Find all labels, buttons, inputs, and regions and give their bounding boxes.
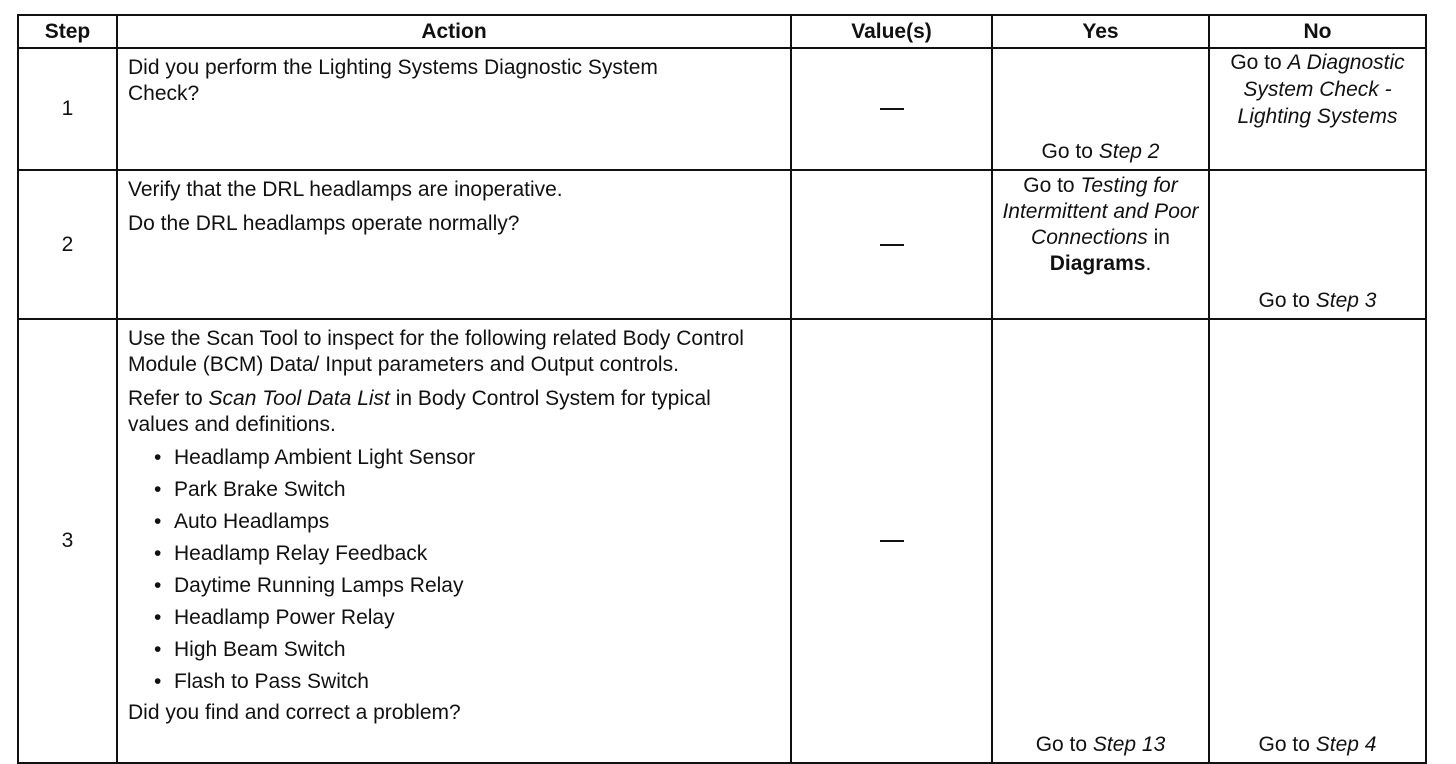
bullet-icon: • xyxy=(154,606,162,629)
step-number: 2 xyxy=(18,170,117,319)
list-item: • High Beam Switch xyxy=(154,634,780,666)
bullet-icon: • xyxy=(154,478,162,501)
action-text: Did you perform the Lighting Systems Diagnostic System Check? xyxy=(128,56,658,105)
table-row-step-3 xyxy=(18,319,1426,763)
action-text: Verify that the DRL headlamps are inoperative. xyxy=(128,178,563,201)
action-text: Use the Scan Tool to inspect for the following related Body Control Module (BCM) Data/ Input parameters and Output controls. xyxy=(128,327,744,376)
no-action[interactable]: Go to Step 4 xyxy=(1258,733,1377,756)
header-no: No xyxy=(1209,15,1426,48)
action-reference: Refer to Scan Tool Data List in Body Control System for typical values and definitions. xyxy=(128,387,711,436)
yes-bold-ref: Diagrams xyxy=(1049,252,1146,275)
no-action[interactable]: Go to A Diagnostic System Check - Lighting Systems xyxy=(1230,51,1405,128)
bullet-icon: • xyxy=(154,670,162,693)
action-cell xyxy=(117,170,791,319)
value-cell xyxy=(791,48,992,170)
dash-icon xyxy=(880,108,904,110)
yes-action[interactable]: Go to Testing for Intermittent and Poor Connections in Diagrams. xyxy=(1002,174,1199,275)
list-item: • Headlamp Relay Feedback xyxy=(154,538,780,570)
no-link[interactable]: Step 3 xyxy=(1315,289,1377,312)
table-row-step-1 xyxy=(18,48,1426,170)
step-number: 3 xyxy=(18,319,117,763)
yes-cell xyxy=(992,170,1209,319)
action-question: Did you find and correct a problem? xyxy=(128,701,461,724)
no-link[interactable]: Step 4 xyxy=(1315,733,1377,756)
no-cell xyxy=(1209,170,1426,319)
bullet-icon: • xyxy=(154,510,162,533)
action-cell xyxy=(117,48,791,170)
list-item: • Daytime Running Lamps Relay xyxy=(154,570,780,602)
no-cell xyxy=(1209,48,1426,170)
list-item: • Park Brake Switch xyxy=(154,474,780,506)
yes-cell xyxy=(992,48,1209,170)
bullet-icon: • xyxy=(154,446,162,469)
yes-link[interactable]: Step 13 xyxy=(1092,733,1166,756)
list-item: • Auto Headlamps xyxy=(154,506,780,538)
yes-link[interactable]: Step 2 xyxy=(1098,140,1160,163)
value-cell xyxy=(791,319,992,763)
no-action[interactable]: Go to Step 3 xyxy=(1258,289,1377,312)
diagnostic-table xyxy=(17,14,1427,764)
yes-cell xyxy=(992,319,1209,763)
header-row xyxy=(18,15,1426,48)
header-yes: Yes xyxy=(992,15,1209,48)
header-step: Step xyxy=(18,15,117,48)
header-values: Value(s) xyxy=(791,15,992,48)
scan-tool-data-list-link[interactable]: Scan Tool Data List xyxy=(208,387,390,410)
action-cell xyxy=(117,319,791,763)
bullet-icon: • xyxy=(154,542,162,565)
step-number: 1 xyxy=(18,48,117,170)
bullet-icon: • xyxy=(154,638,162,661)
header-action: Action xyxy=(117,15,791,48)
dash-icon xyxy=(880,540,904,542)
parameter-list xyxy=(128,442,780,698)
table-row-step-2 xyxy=(18,170,1426,319)
no-cell xyxy=(1209,319,1426,763)
list-item: • Headlamp Power Relay xyxy=(154,602,780,634)
value-cell xyxy=(791,170,992,319)
dash-icon xyxy=(880,244,904,246)
list-item: • Headlamp Ambient Light Sensor xyxy=(154,442,780,474)
yes-link[interactable]: Testing for Intermittent and Poor Connections xyxy=(1002,174,1199,249)
yes-action[interactable]: Go to Step 13 xyxy=(1035,733,1166,756)
yes-action[interactable]: Go to Step 2 xyxy=(1041,140,1160,163)
no-link[interactable]: A Diagnostic System Check - Lighting Systems xyxy=(1237,51,1405,128)
action-question: Do the DRL headlamps operate normally? xyxy=(128,212,520,235)
list-item: • Flash to Pass Switch xyxy=(154,666,780,698)
bullet-icon: • xyxy=(154,574,162,597)
